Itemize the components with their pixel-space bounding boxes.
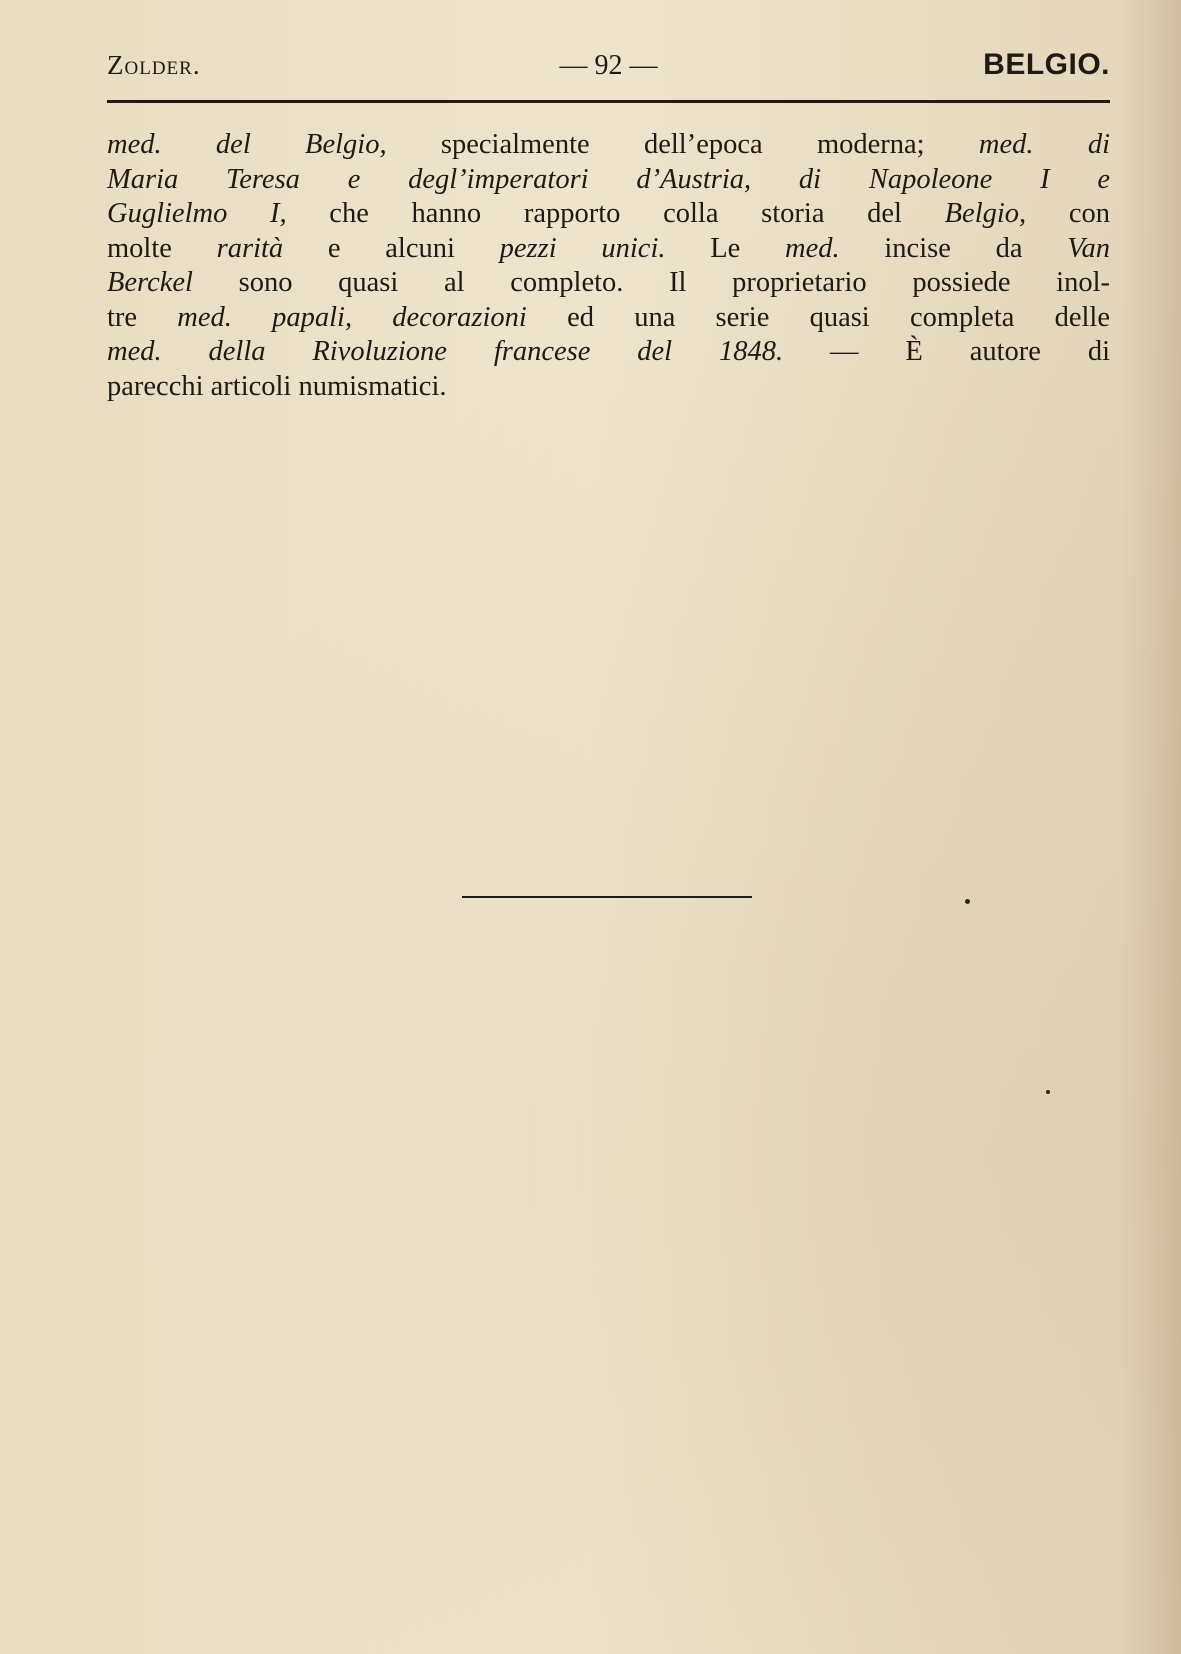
italic-run: Berckel bbox=[107, 267, 193, 298]
page-number: — 92 — bbox=[559, 50, 658, 81]
italic-run: med. bbox=[785, 232, 840, 264]
text-line bbox=[107, 370, 1110, 405]
italic-run: med. della Rivoluzione francese del 1848. bbox=[107, 336, 784, 367]
text-run: — È autore di bbox=[783, 336, 1110, 367]
text-line bbox=[107, 232, 1110, 267]
italic-run: pezzi unici. bbox=[499, 232, 666, 264]
italic-run: Van bbox=[1067, 232, 1110, 264]
entry-paragraph bbox=[107, 128, 1110, 404]
header-place-name: Zolder. bbox=[107, 50, 201, 80]
italic-run: Guglielmo I, bbox=[107, 198, 287, 229]
text-run: sono quasi al completo. Il proprietario possiede inol- bbox=[192, 267, 1110, 298]
text-run: e alcuni bbox=[283, 232, 500, 264]
text-run: ed una serie quasi completa delle bbox=[526, 301, 1110, 333]
section-separator-rule bbox=[462, 896, 752, 898]
text-run: specialmente dell’epoca moderna; bbox=[386, 129, 979, 160]
text-run: incise da bbox=[839, 232, 1068, 264]
page-edge-shadow bbox=[1121, 0, 1181, 1654]
text-line bbox=[107, 335, 1110, 370]
italic-run: rarità bbox=[216, 232, 284, 264]
header-rule bbox=[107, 100, 1110, 103]
running-header bbox=[107, 48, 1110, 96]
italic-run: med. del Belgio, bbox=[107, 129, 387, 160]
text-run: tre bbox=[107, 301, 178, 333]
paper-speck bbox=[965, 899, 970, 904]
italic-run: Belgio, bbox=[944, 198, 1027, 229]
italic-run: med. papali, decorazioni bbox=[177, 301, 527, 333]
text-run: con bbox=[1026, 198, 1110, 229]
text-line bbox=[107, 301, 1110, 336]
text-line bbox=[107, 128, 1110, 163]
text-run: parecchi articoli numismatici. bbox=[107, 370, 447, 402]
text-run: che hanno rapporto colla storia del bbox=[286, 198, 945, 229]
italic-run: med. di bbox=[978, 129, 1110, 160]
text-line bbox=[107, 197, 1110, 232]
header-country: BELGIO. bbox=[983, 48, 1110, 81]
paper-speck bbox=[1046, 1090, 1050, 1094]
text-run: molte bbox=[107, 232, 217, 264]
text-line bbox=[107, 163, 1110, 198]
italic-run: Maria Teresa e degl’imperatori d’Austria, di Napoleone I e bbox=[107, 163, 1110, 195]
text-line bbox=[107, 266, 1110, 301]
text-run: Le bbox=[665, 232, 786, 264]
